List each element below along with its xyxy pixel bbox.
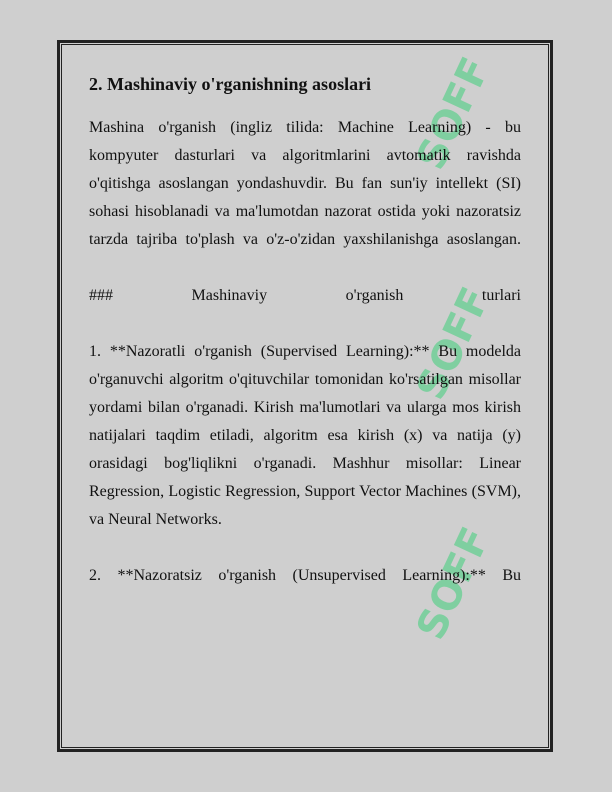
svg-text:SOFF: SOFF <box>407 520 500 647</box>
subheading-line: ### Mashinaviy o'rganish turlari <box>89 287 521 304</box>
list-item: 1. **Nazoratli o'rganish (Supervised Learning):** Bu modelda o'rganuvchi algoritm o'qituvchilar tomonidan ko'rsatilgan misollar yordami bilan o'rganadi. Kirish ma'lumotlari va ularga mos kirish natijalari taqdim etiladi, algoritm esa kirish (x) va natija (y) orasidagi bog'liqlikni o'rganadi. Mashhur misollar: Linear Regression, Logistic Regression, Support Vector Machines (SVM), va Neural Networks. <box>89 343 521 528</box>
intro-paragraph: Mashina o'rganish (ingliz tilida: Machine Learning) - bu kompyuter dasturlari va algoritmlarini avtomatik ravishda o'qitishga asoslangan yondashuvdir. Bu fan sun'iy intellekt (SI) sohasi hisoblanadi va ma'lumotdan nazorat ostida yoki nazoratsiz tarzda tajriba to'plash va o'z-o'zidan yaxshilanishga asoslangan. <box>89 119 521 248</box>
svg-text:SOFF: SOFF <box>407 280 500 407</box>
document-body <box>89 70 521 590</box>
section-heading: 2. Mashinaviy o'rganishning asoslari <box>89 74 372 94</box>
list-item: 2. **Nazoratsiz o'rganish (Unsupervised Learning):** Bu <box>89 567 521 584</box>
svg-text:SOFF: SOFF <box>407 50 500 177</box>
